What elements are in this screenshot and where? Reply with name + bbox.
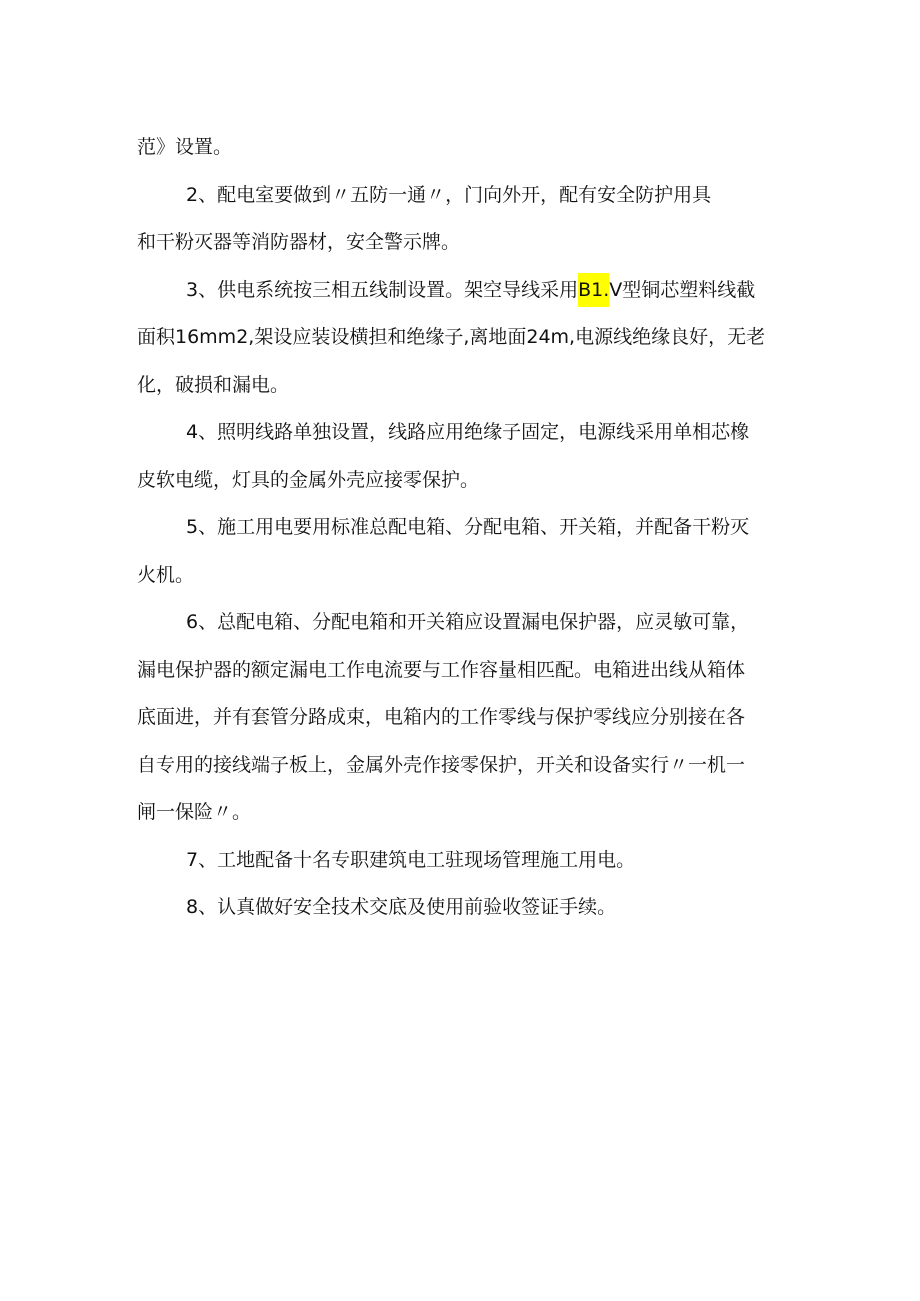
text-line: 漏电保护器的额定漏电工作电流要与工作容量相匹配。电箱进出线从箱体 (137, 658, 746, 681)
paragraph-item-3 (137, 267, 797, 410)
paragraph-item-8 (137, 884, 797, 932)
text-line: 和干粉灭器等消防器材，安全警示牌。 (137, 231, 461, 253)
paragraph-item-6 (137, 599, 797, 837)
text-line (137, 267, 797, 315)
text-line: 8、认真做好安全技术交底及使用前验收签证手续。 (186, 896, 617, 918)
text-line: 化，破损和漏电。 (137, 373, 290, 396)
text-line: 自专用的接线端子板上，金属外壳作接零保护，开关和设备实行〃一机一 (137, 753, 746, 776)
document-body (137, 124, 797, 932)
text-line: 底面进，并有套管分路成束，电箱内的工作零线与保护零线应分别接在各 (137, 706, 746, 728)
paragraph-item-5 (137, 504, 797, 599)
highlighted-text: B1. (578, 273, 609, 307)
text-segment: V型铜芯塑料线截 (609, 278, 756, 301)
paragraph-continuation (137, 124, 797, 172)
text-line: 7、工地配备十名专职建筑电工驻现场管理施工用电。 (186, 848, 636, 871)
text-line: 范》设置。 (137, 136, 233, 158)
paragraph-item-2 (137, 172, 797, 267)
text-line: 火机。 (137, 563, 195, 586)
text-segment: 3、供电系统按三相五线制设置。架空导线采用 (186, 278, 579, 301)
text-line: 5、施工用电要用标准总配电箱、分配电箱、开关箱，并配备干粉灭 (186, 516, 750, 538)
text-line: 闸一保险〃。 (137, 801, 252, 823)
paragraph-item-7 (137, 837, 797, 885)
text-line: 4、照明线路单独设置，线路应用绝缘子固定，电源线采用单相芯橡 (186, 421, 750, 443)
text-line: 6、总配电箱、分配电箱和开关箱应设置漏电保护器，应灵敏可靠， (186, 611, 750, 633)
paragraph-item-4 (137, 409, 797, 504)
text-line: 皮软电缆，灯具的金属外壳应接零保护。 (137, 468, 480, 491)
text-line: 面积16mm2,架设应装设横担和绝缘子,离地面24m,电源线绝缘良好，无老 (137, 326, 766, 348)
text-line: 2、配电室要做到〃五防一通〃，门向外开，配有安全防护用具 (186, 183, 712, 206)
